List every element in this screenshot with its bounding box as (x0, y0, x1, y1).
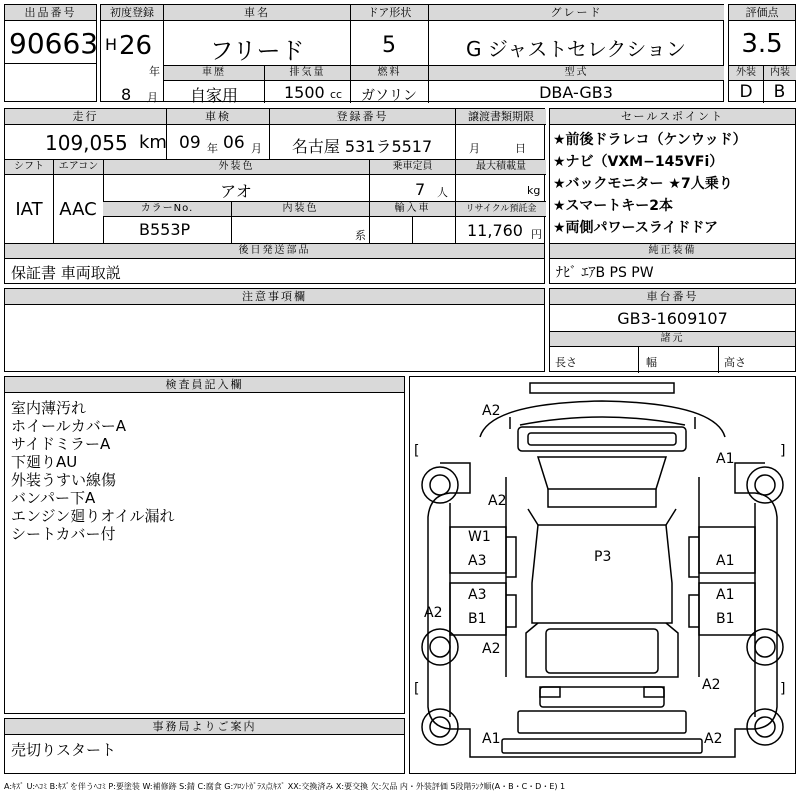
inspection-month: 06 (223, 133, 245, 153)
inspector-line: 室内薄汚れ (11, 399, 87, 417)
car-name: フリード (209, 37, 305, 65)
displacement-header: 排気量 (264, 66, 350, 81)
inspection-header: 車検 (166, 109, 269, 125)
history: 自家用 (189, 86, 238, 105)
chassis-box (549, 288, 796, 372)
reg-month: 8 (121, 85, 132, 104)
mileage: 109,055 (45, 131, 128, 155)
sales-point: ★前後ドラレコ（ケンウッド） (553, 132, 747, 148)
bracket: ] (780, 443, 786, 459)
car-diagram-box (409, 376, 796, 774)
capacity-header: 乗車定員 (369, 160, 455, 175)
bracket: ] (780, 681, 786, 697)
chassis-header: 車台番号 (550, 289, 795, 305)
inspector-line: バンパー下A (11, 489, 96, 507)
inspector-line: エンジン廻りオイル漏れ (11, 507, 175, 525)
bracket: [ (414, 443, 420, 459)
sales-points-box (549, 108, 796, 284)
transfer-day: 日 (515, 142, 526, 155)
capacity: 7 (415, 180, 426, 199)
door-count: 5 (382, 33, 396, 58)
car-name-header: 車名 (164, 5, 350, 21)
car-diagram (410, 377, 795, 773)
inspector-line: 下廻りAU (11, 453, 78, 471)
reg-year: 26 (119, 31, 153, 61)
inspection-year-unit: 年 (207, 142, 218, 155)
exterior-color: アオ (220, 182, 252, 201)
lot-number: 90663 (9, 27, 99, 60)
damage-mark: W1 (468, 529, 491, 545)
damage-mark: A1 (716, 451, 735, 467)
damage-mark: A2 (704, 731, 723, 747)
damage-mark: A1 (716, 553, 735, 569)
sales-point: ★両側パワースライドドア (553, 220, 719, 236)
notes-box (4, 288, 545, 372)
damage-mark: A1 (482, 731, 501, 747)
era: H (105, 35, 118, 54)
inspector-header: 検査員記入欄 (5, 377, 404, 393)
damage-mark: B1 (468, 611, 487, 627)
capacity-unit: 人 (437, 186, 448, 199)
score-header: 評価点 (729, 5, 795, 21)
length-label: 長さ (555, 356, 577, 369)
score-box (728, 4, 796, 102)
lot-number-header: 出品番号 (5, 5, 96, 21)
sales-point: ★ナビ（VXM−145VFi） (553, 154, 724, 170)
damage-mark: A1 (716, 587, 735, 603)
plate-number: 名古屋 531ラ5517 (291, 137, 433, 156)
bracket: [ (414, 681, 420, 697)
damage-mark: A2 (702, 677, 721, 693)
office-message: 売切りスタート (11, 741, 117, 759)
damage-mark: B1 (716, 611, 735, 627)
equipment-header: 純正装備 (550, 244, 795, 259)
damage-mark: A2 (488, 493, 507, 509)
vehicle-detail-box (4, 108, 545, 284)
damage-mark: A3 (468, 587, 487, 603)
transfer-header: 譲渡書類期限 (455, 109, 546, 125)
sales-point: ★バックモニター ★7人乗り (553, 176, 733, 192)
lot-number-box (4, 4, 97, 102)
inspection-month-unit: 月 (251, 142, 262, 155)
inspector-line: シートカバー付 (11, 525, 116, 543)
aircon: AAC (59, 199, 97, 220)
damage-mark: P3 (594, 549, 612, 565)
recycle-header: リサイクル預託金 (455, 202, 546, 217)
inspector-line: サイドミラーA (11, 435, 111, 453)
mileage-unit: km (139, 132, 167, 153)
inspector-line: ホイールカバーA (11, 417, 126, 435)
history-header: 車歴 (164, 66, 264, 81)
aircon-header: エアコン (53, 160, 103, 175)
width-label: 幅 (646, 356, 657, 369)
model-header: 型式 (428, 66, 724, 81)
interior-grade: B (773, 82, 786, 102)
interior-color-header: 内装色 (231, 202, 369, 217)
height-label: 高さ (724, 356, 746, 369)
door-header: ドア形状 (350, 5, 428, 21)
recycle-fee: 11,760 (467, 221, 523, 240)
displacement: 1500 (284, 83, 325, 102)
grade: G ジャストセレクション (465, 37, 687, 61)
load-header: 最大積載量 (455, 160, 546, 175)
model-code: DBA-GB3 (539, 83, 613, 102)
inspector-box (4, 376, 405, 714)
load-unit: kg (527, 184, 541, 197)
reg-year-unit: 年 (149, 65, 160, 78)
damage-mark: A2 (482, 403, 501, 419)
office-box (4, 718, 405, 774)
fuel-header: 燃料 (350, 66, 428, 81)
shift-header: シフト (5, 160, 53, 175)
plate-header: 登録番号 (269, 109, 455, 125)
interior-color-unit: 系 (355, 229, 366, 242)
later-parts-header: 後日発送部品 (5, 244, 544, 259)
car-info-box (164, 4, 724, 105)
sales-points-header: セールスポイント (550, 109, 795, 125)
notes-header: 注意事項欄 (5, 289, 544, 305)
recycle-unit: 円 (531, 228, 542, 241)
transfer-month: 月 (469, 142, 480, 155)
legend: A:ｷｽﾞ U:ﾍｺﾐ B:ｷｽﾞを伴うﾍｺﾐ P:要塗装 W:補修跡 S:錆 C:腐食 G:ﾌﾛﾝﾄｶﾞﾗｽ点ｷｽﾞ XX:交換済み X:要交換 欠:欠品 内・外装評価 5段階ﾗﾝｸ順(A・B・C・D・E) 1 (4, 782, 566, 791)
inspection-year: 09 (179, 133, 201, 153)
office-header: 事務局よりご案内 (5, 719, 404, 735)
color-code: B553P (139, 220, 191, 239)
reg-month-unit: 月 (147, 91, 158, 104)
score: 3.5 (741, 29, 783, 59)
damage-mark: A2 (482, 641, 501, 657)
sales-point: ★スマートキー2本 (553, 198, 674, 214)
inspector-line: 外装うすい線傷 (11, 471, 117, 489)
interior-header: 内装 (763, 66, 796, 81)
damage-mark: A3 (468, 553, 487, 569)
shift: IAT (15, 199, 43, 220)
later-parts: 保証書 車両取説 (11, 264, 121, 282)
first-registration-box (100, 4, 164, 102)
equipment: ﾅﾋﾞ ｴｱB PS PW (556, 265, 654, 281)
displacement-unit: cc (330, 88, 343, 101)
color-header: 外装色 (103, 160, 369, 175)
chassis-number: GB3-1609107 (617, 309, 728, 328)
first-registration-header: 初度登録 (101, 5, 163, 21)
dims-header: 諸元 (550, 332, 795, 347)
import-header: 輸入車 (369, 202, 455, 217)
color-code-header: カラーNo. (103, 202, 231, 217)
exterior-grade: D (739, 82, 753, 102)
fuel: ガソリン (361, 88, 417, 104)
damage-mark: A2 (424, 605, 443, 621)
grade-header: グレード (428, 5, 724, 21)
mileage-header: 走行 (5, 109, 166, 125)
exterior-header: 外装 (729, 66, 763, 81)
